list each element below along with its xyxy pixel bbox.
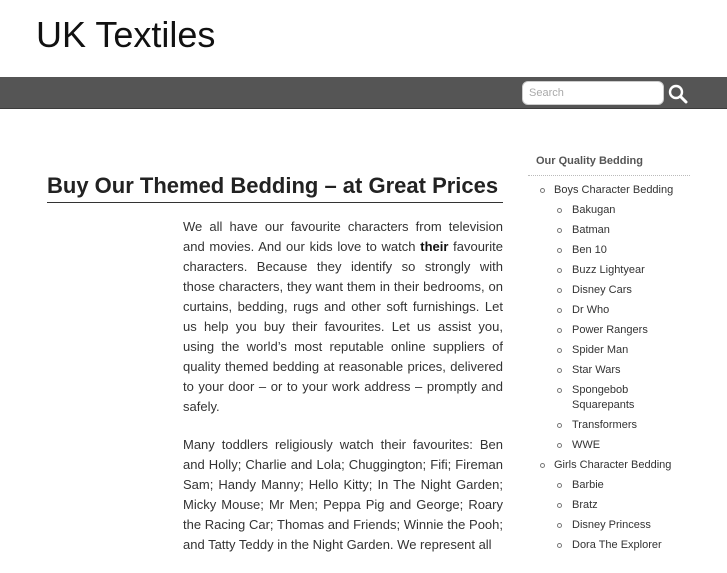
post-title: Buy Our Themed Bedding – at Great Prices	[47, 170, 503, 203]
subcategory-link[interactable]: Transformers	[572, 419, 637, 431]
category-item	[528, 180, 690, 455]
widget-title: Our Quality Bedding	[528, 153, 690, 176]
subcategory-item	[554, 200, 690, 220]
subcategory-item	[554, 495, 690, 515]
intro-emphasis: their	[420, 239, 449, 254]
subcategory-item	[554, 360, 690, 380]
subcategory-list	[554, 200, 690, 455]
subcategory-link[interactable]: Power Rangers	[572, 324, 648, 336]
subcategory-item	[554, 435, 690, 455]
subcategory-item	[554, 475, 690, 495]
subcategory-link[interactable]: Disney Cars	[572, 284, 632, 296]
subcategory-item	[554, 260, 690, 280]
subcategory-item	[554, 535, 690, 555]
subcategory-item	[554, 220, 690, 240]
subcategory-item	[554, 415, 690, 435]
subcategory-link[interactable]: Ben 10	[572, 244, 607, 256]
subcategory-link[interactable]: Spider Man	[572, 344, 629, 356]
intro-paragraph	[183, 217, 503, 417]
sidebar	[528, 153, 690, 555]
site-title[interactable]: UK Textiles	[36, 14, 216, 55]
subcategory-item	[554, 340, 690, 360]
subcategory-item	[554, 300, 690, 320]
subcategory-item	[554, 280, 690, 300]
magnifier-icon	[668, 84, 688, 104]
main-content	[47, 170, 503, 573]
subcategory-item	[554, 515, 690, 535]
subcategory-item	[554, 320, 690, 340]
category-link[interactable]: Boys Character Bedding	[554, 184, 674, 196]
intro-text-start: We all have our favourite characters from television and movies. And our kids love to watch	[183, 219, 503, 254]
subcategory-link[interactable]: Bratz	[572, 499, 598, 511]
post-content	[183, 217, 503, 555]
subcategory-item	[554, 380, 690, 415]
navigation-bar	[0, 77, 727, 109]
favourites-paragraph: Many toddlers religiously watch their favourites: Ben and Holly; Charlie and Lola; Chuggington; Fifi; Fireman Sam; Handy Manny; Hello Kitty; In The Night Garden; Micky Mouse; Mr Men; Peppa Pig and George; Roary the Racing Car; Thomas and Friends; Winnie the Pooh; and Tatty Teddy in the Night Garden. We represent all	[183, 437, 503, 552]
subcategory-list	[554, 475, 690, 555]
subcategory-link[interactable]: Dr Who	[572, 304, 610, 316]
subcategory-link[interactable]: Batman	[572, 224, 610, 236]
search-button[interactable]	[668, 84, 688, 104]
subcategory-link[interactable]: Spongebob Squarepants	[572, 384, 635, 411]
category-link[interactable]: Girls Character Bedding	[554, 459, 672, 471]
site-header	[0, 0, 727, 77]
category-item	[528, 455, 690, 555]
subcategory-link[interactable]: Star Wars	[572, 364, 621, 376]
subcategory-link[interactable]: Bakugan	[572, 204, 616, 216]
intro-text-end: favourite characters. Because they identify so strongly with those characters, they want them in their bedrooms, on curtains, bedding, rugs and other soft furnishings. Let us help you buy their favourites. Let us assist you, using the world’s most reputable online suppliers of quality themed bedding at reasonable prices, delivered to your door – or to your work address – promptly and safely.	[183, 239, 503, 414]
subcategory-link[interactable]: WWE	[572, 439, 601, 451]
subcategory-link[interactable]: Dora The Explorer	[572, 539, 662, 551]
search-input[interactable]	[522, 81, 664, 105]
category-list	[528, 180, 690, 555]
subcategory-link[interactable]: Barbie	[572, 479, 604, 491]
subcategory-link[interactable]: Disney Princess	[572, 519, 651, 531]
subcategory-link[interactable]: Buzz Lightyear	[572, 264, 645, 276]
subcategory-item	[554, 240, 690, 260]
